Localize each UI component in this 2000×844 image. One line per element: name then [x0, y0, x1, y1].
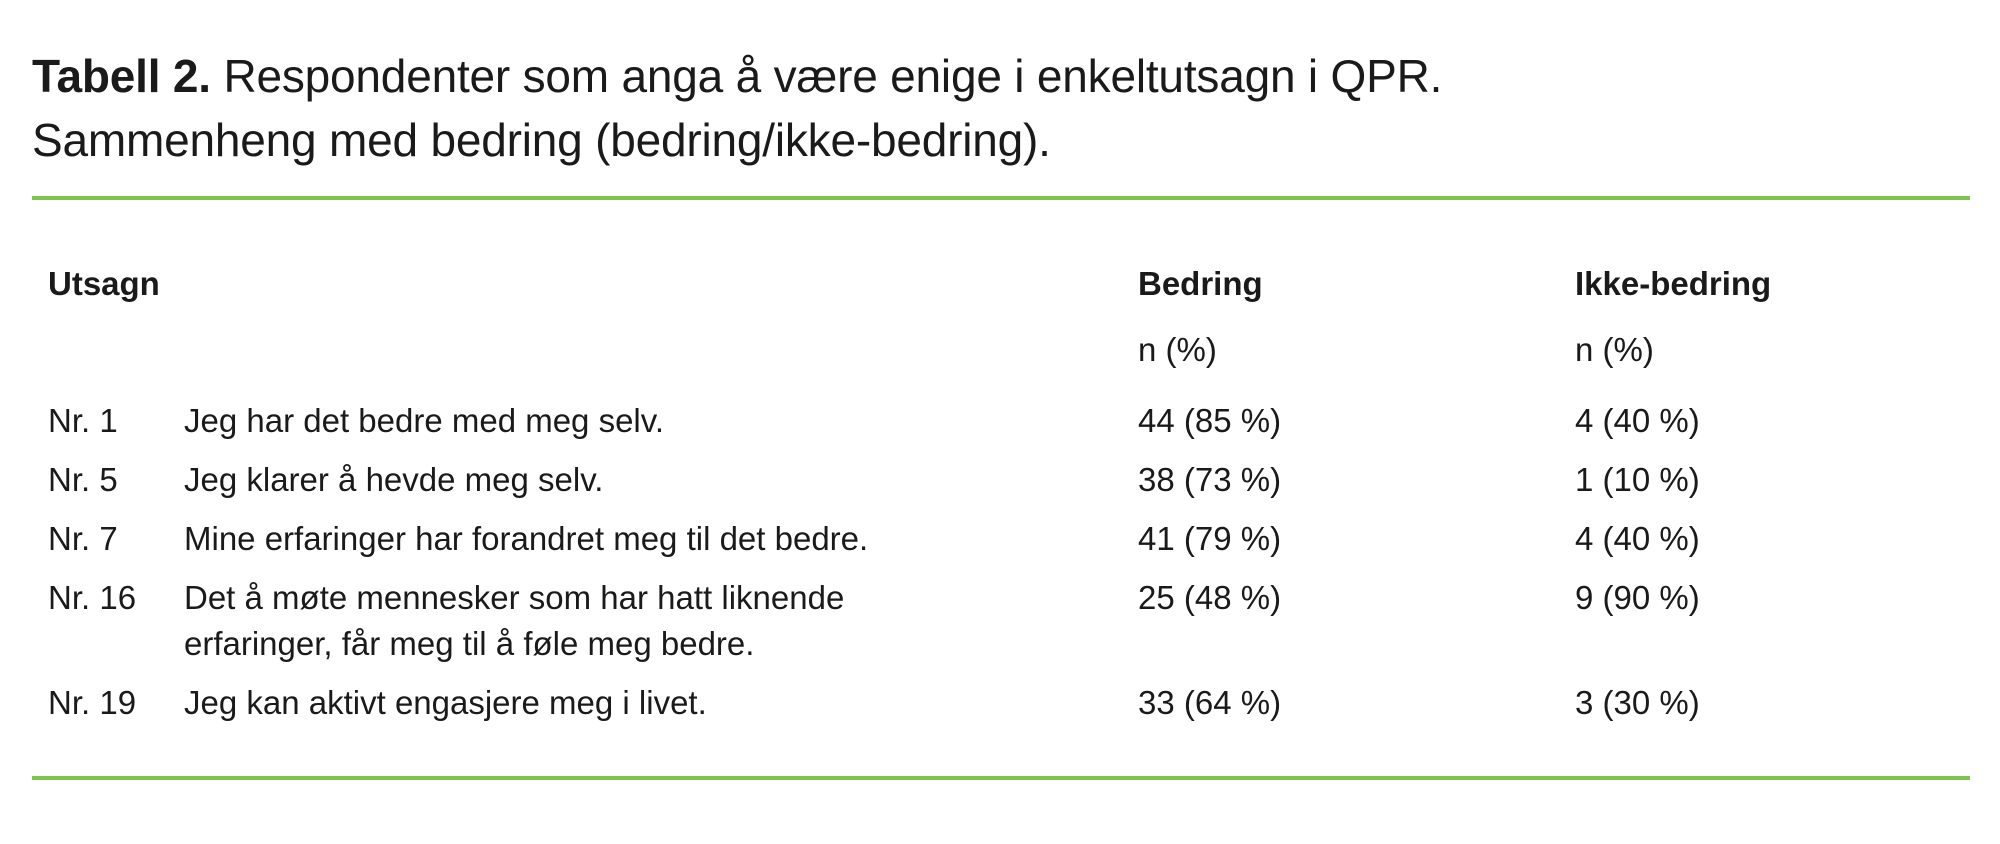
results-table — [48, 264, 1948, 739]
row-improved: 38 (73 %) — [1138, 461, 1282, 498]
row-not-improved: 3 (30 %) — [1575, 684, 1700, 721]
unit-row — [48, 330, 1948, 398]
row-number: Nr. 1 — [48, 402, 118, 439]
row-improved: 41 (79 %) — [1138, 520, 1282, 557]
row-statement: Jeg kan aktivt engasjere meg i livet. — [184, 684, 707, 721]
header-row — [48, 264, 1948, 330]
top-rule — [32, 196, 1970, 200]
unit-not-improved: n (%) — [1575, 331, 1654, 368]
row-statement-line-2: erfaringer, får meg til å føle meg bedre. — [184, 625, 755, 662]
table-row — [48, 398, 1948, 457]
row-statement-line-1: Det å møte mennesker som har hatt liknende — [184, 579, 845, 616]
row-not-improved: 9 (90 %) — [1575, 579, 1700, 616]
row-statement — [184, 575, 1138, 680]
table-row — [48, 516, 1948, 575]
caption-label: Tabell 2. — [32, 50, 211, 102]
table-row — [48, 680, 1948, 739]
row-number: Nr. 7 — [48, 520, 118, 557]
header-improved: Bedring — [1138, 265, 1263, 302]
row-improved: 44 (85 %) — [1138, 402, 1282, 439]
row-not-improved: 4 (40 %) — [1575, 402, 1700, 439]
caption-line-1: Respondenter som anga å være enige i enkeltutsagn i QPR. — [223, 50, 1443, 102]
row-not-improved: 4 (40 %) — [1575, 520, 1700, 557]
bottom-rule — [32, 776, 1970, 780]
row-statement: Jeg har det bedre med meg selv. — [184, 402, 664, 439]
row-improved: 33 (64 %) — [1138, 684, 1282, 721]
header-not-improved: Ikke-bedring — [1575, 265, 1772, 302]
unit-improved: n (%) — [1138, 331, 1217, 368]
table-row — [48, 575, 1948, 680]
row-number: Nr. 16 — [48, 579, 137, 616]
header-statement: Utsagn — [48, 265, 160, 302]
table-row — [48, 457, 1948, 516]
caption-line-2: Sammenheng med bedring (bedring/ikke-bedring). — [32, 114, 1051, 166]
row-statement: Mine erfaringer har forandret meg til det bedre. — [184, 520, 869, 557]
table-caption — [32, 44, 1442, 172]
row-statement: Jeg klarer å hevde meg selv. — [184, 461, 604, 498]
row-improved: 25 (48 %) — [1138, 579, 1282, 616]
row-number: Nr. 5 — [48, 461, 118, 498]
row-not-improved: 1 (10 %) — [1575, 461, 1700, 498]
row-number: Nr. 19 — [48, 684, 137, 721]
